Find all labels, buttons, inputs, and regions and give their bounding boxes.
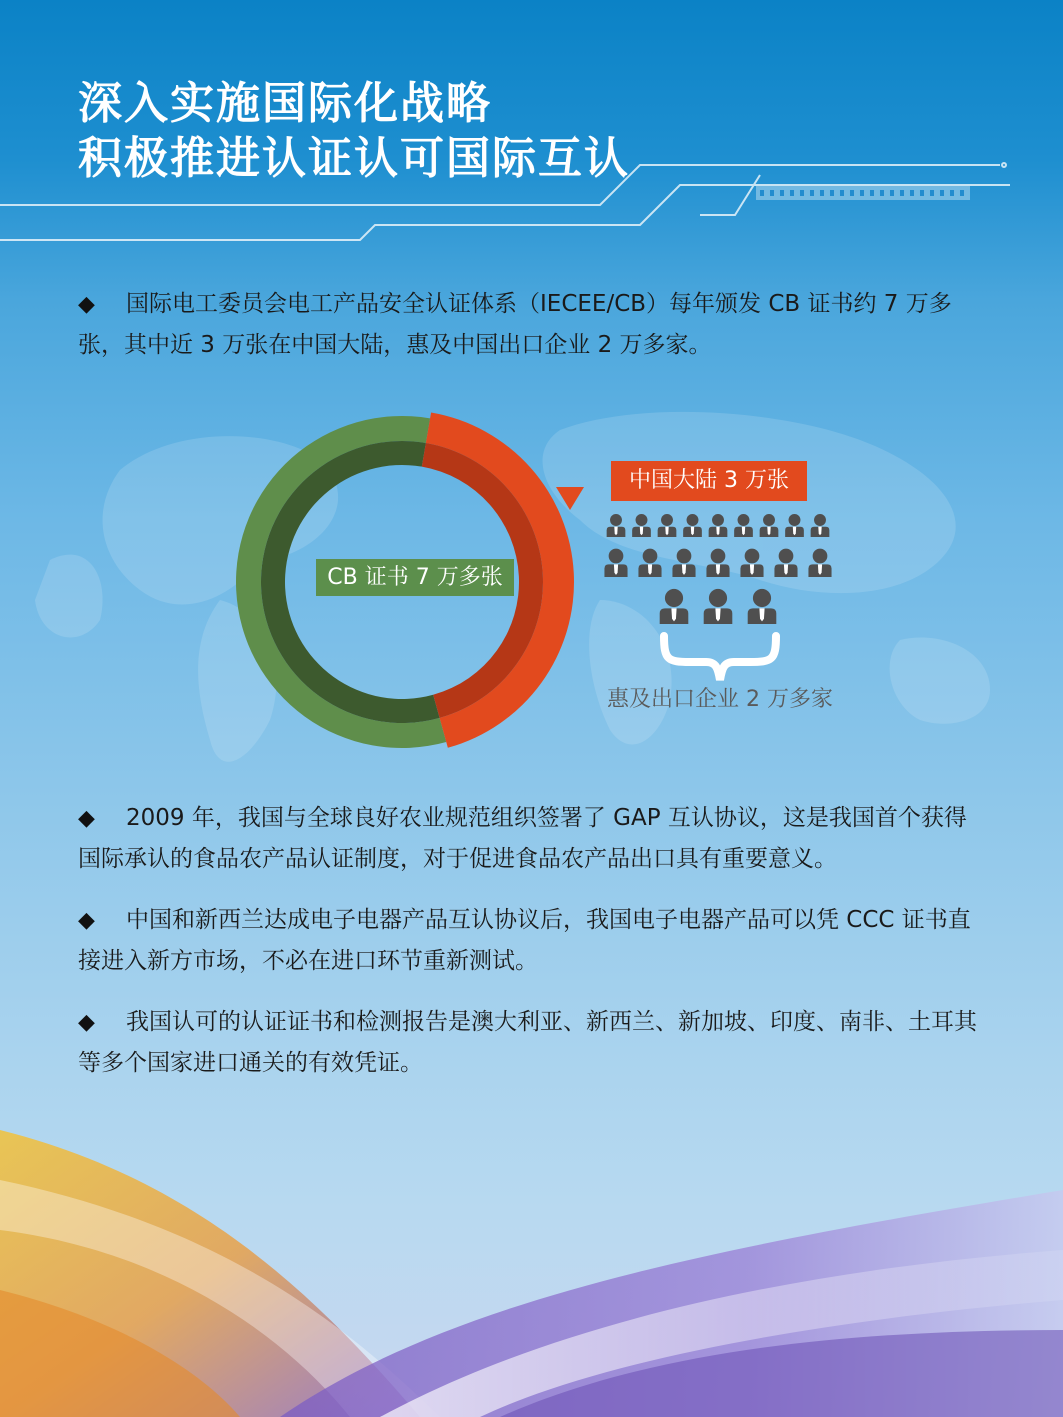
person-icon xyxy=(607,514,626,537)
cb-certificate-label: CB 证书 7 万多张 xyxy=(316,559,514,596)
paragraph-text: 国际电工委员会电工产品安全认证体系（IECEE/CB）每年颁发 CB 证书约 7 万多张，其中近 3 万张在中国大陆，惠及中国出口企业 2 万多家。 xyxy=(78,291,952,358)
mainland-label: 中国大陆 3 万张 xyxy=(611,461,807,501)
person-icon xyxy=(734,514,753,537)
person-icon xyxy=(704,589,733,624)
paragraph-text: 我国认可的认证证书和检测报告是澳大利亚、新西兰、新加坡、印度、南非、土耳其等多个国家进口通关的有效凭证。 xyxy=(78,1009,977,1076)
diamond-icon: ◆ xyxy=(78,908,95,933)
person-icon xyxy=(785,514,804,537)
person-icon xyxy=(808,549,831,577)
enterprise-label: 惠及出口企业 2 万多家 xyxy=(607,687,833,712)
paragraph-text: 中国和新西兰达成电子电器产品互认协议后，我国电子电器产品可以凭 CCC 证书直接进入新方市场，不必在进口环节重新测试。 xyxy=(78,907,971,974)
page-title-line-2: 积极推进认证认可国际互认 xyxy=(78,133,630,184)
person-icon xyxy=(632,514,651,537)
person-icon xyxy=(811,514,830,537)
page-title-line-1: 深入实施国际化战略 xyxy=(78,78,492,129)
person-icon xyxy=(709,514,728,537)
person-icon xyxy=(748,589,777,624)
person-icon xyxy=(706,549,729,577)
diamond-icon: ◆ xyxy=(78,806,95,831)
person-icon xyxy=(672,549,695,577)
diamond-icon: ◆ xyxy=(78,1010,95,1035)
person-icon xyxy=(740,549,763,577)
brace-icon xyxy=(664,636,776,680)
person-icon xyxy=(638,549,661,577)
paragraph-recognition xyxy=(78,1002,988,1083)
person-icon xyxy=(658,514,677,537)
paragraph-text: 2009 年，我国与全球良好农业规范组织签署了 GAP 互认协议，这是我国首个获得国际承认的食品农产品认证制度，对于促进食品农产品出口具有重要意义。 xyxy=(78,805,967,872)
paragraph-gap xyxy=(78,798,988,879)
person-icon xyxy=(774,549,797,577)
person-icon xyxy=(604,549,627,577)
person-icon xyxy=(760,514,779,537)
paragraph-ccc xyxy=(78,900,988,981)
person-icon xyxy=(660,589,689,624)
person-icon xyxy=(683,514,702,537)
diamond-icon: ◆ xyxy=(78,292,95,317)
